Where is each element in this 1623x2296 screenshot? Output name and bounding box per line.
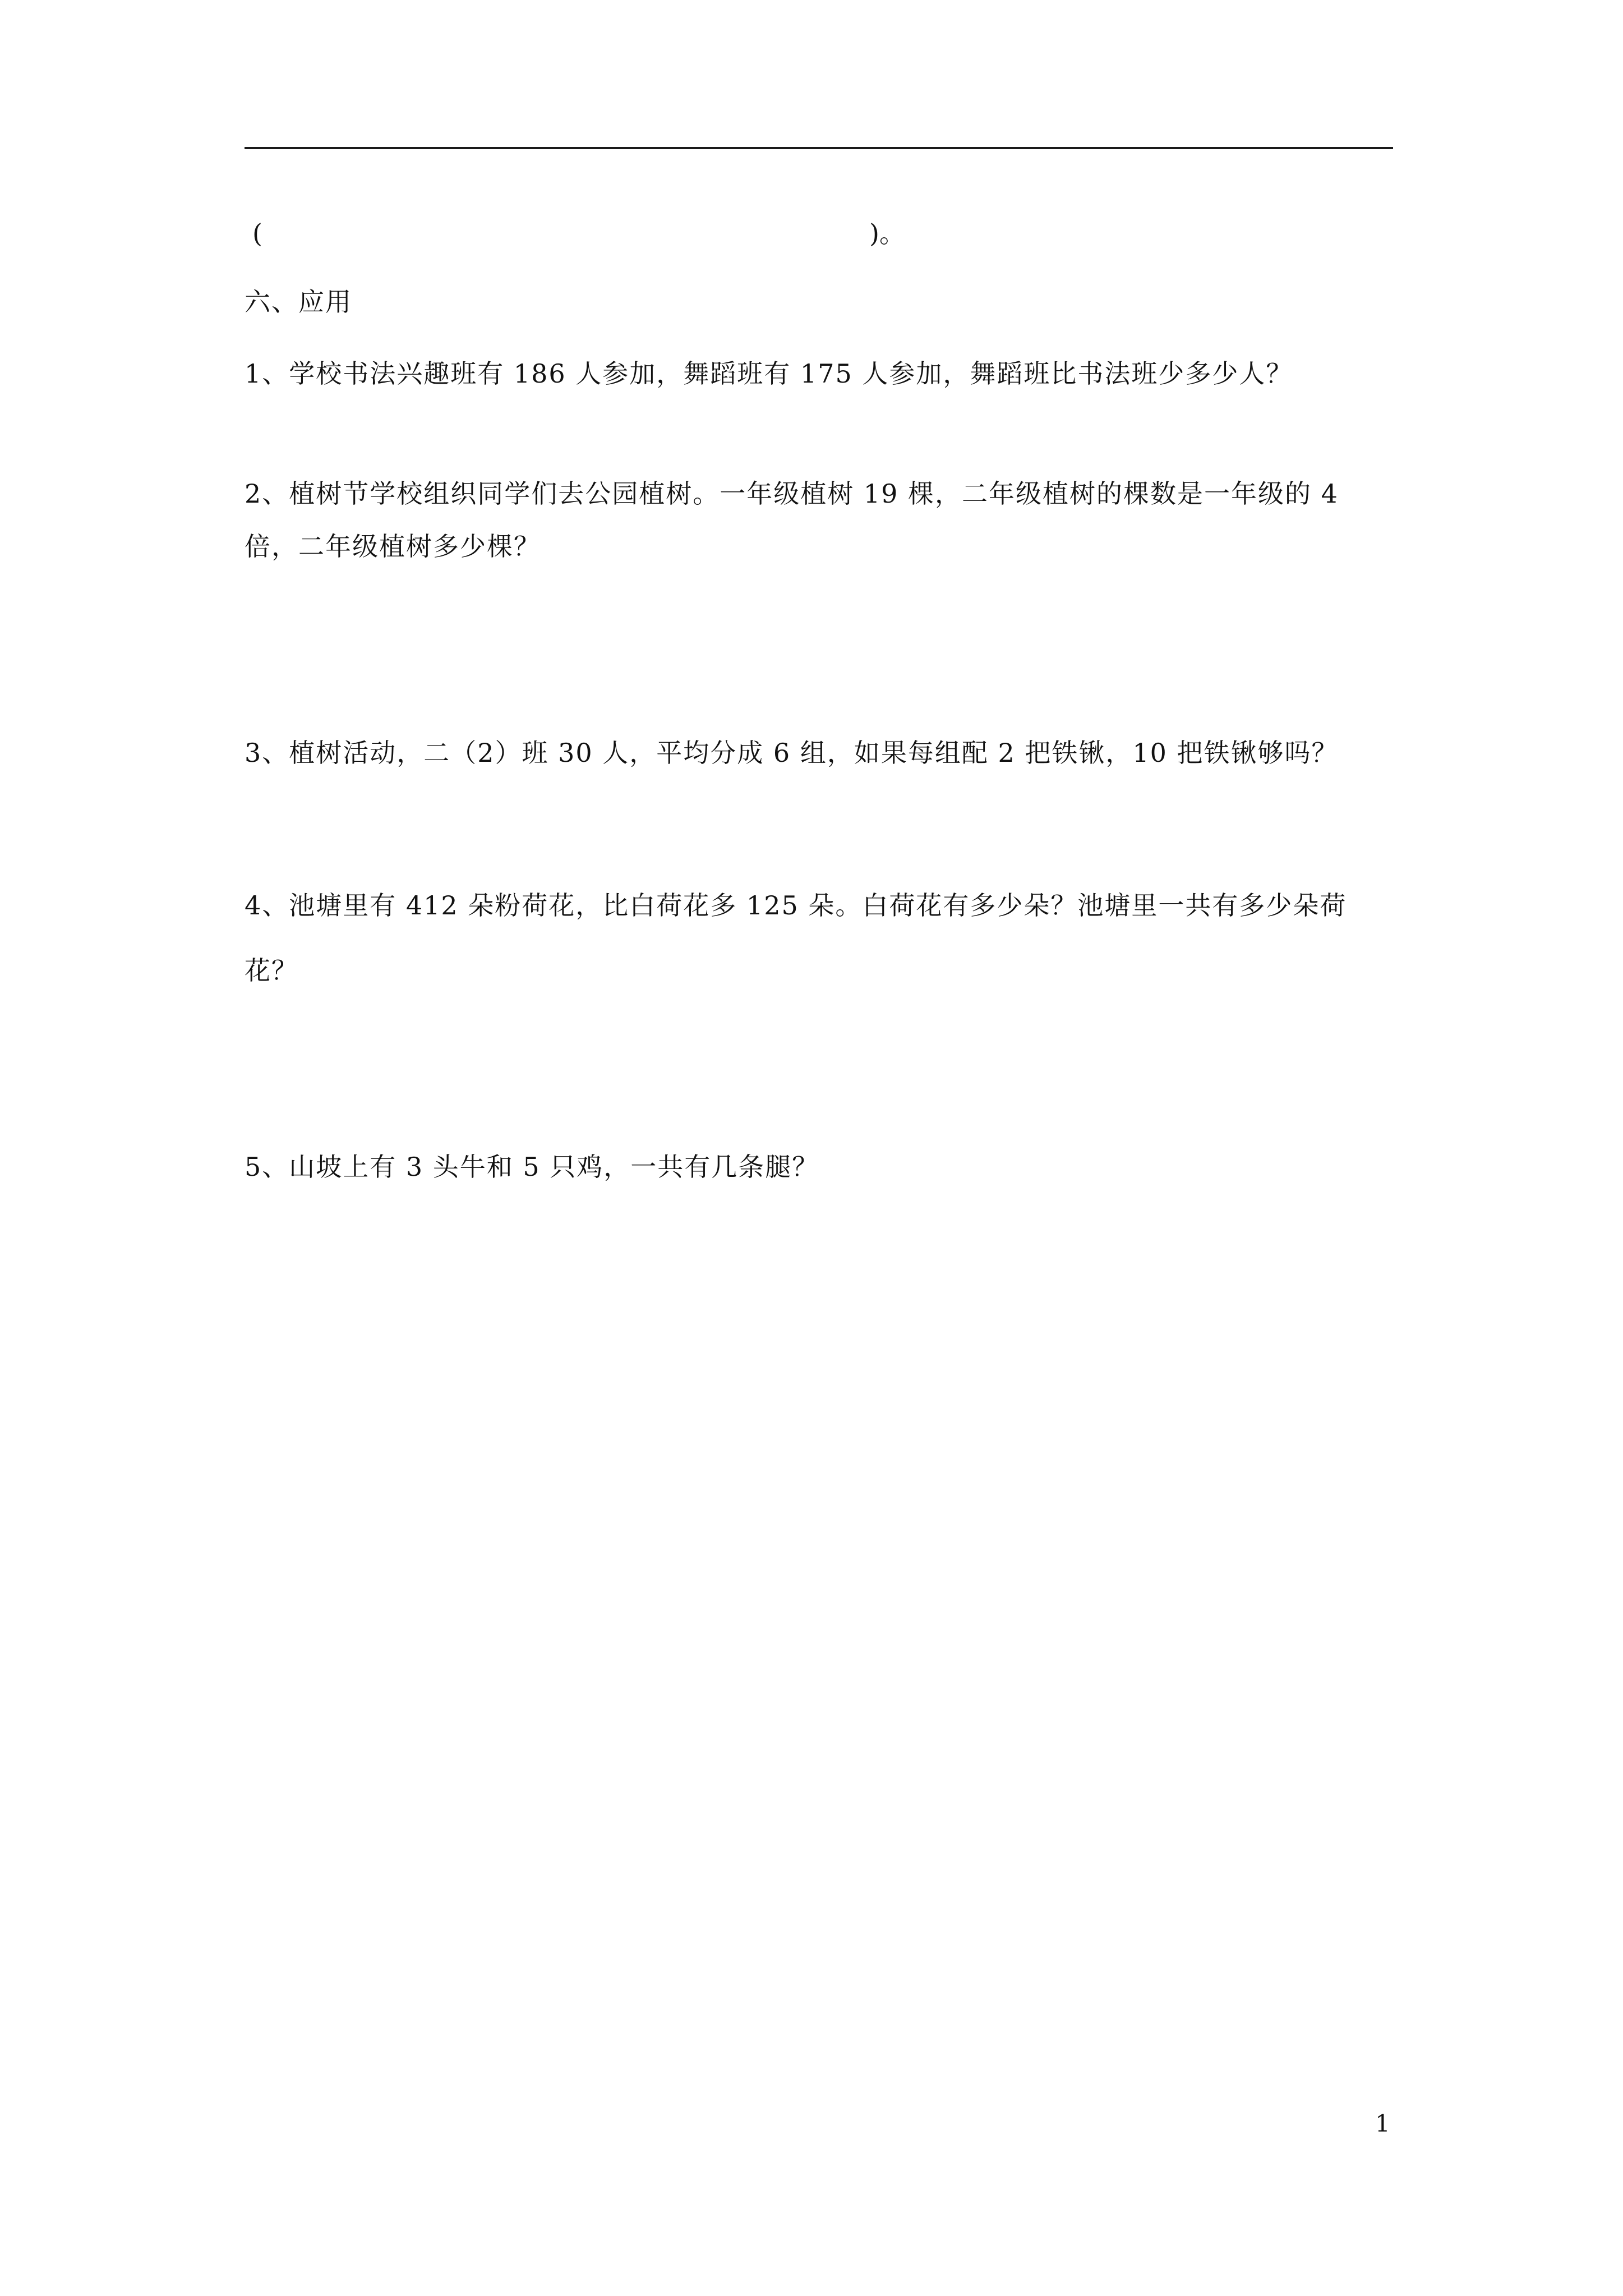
question-2-line-2: 倍，二年级植树多少棵？ (245, 531, 541, 562)
question-2-line-1: 2、植树节学校组织同学们去公园植树。一年级植树 19 棵，二年级植树的棵数是一年级的 4 (245, 478, 1339, 509)
question-4-line-1: 4、池塘里有 412 朵粉荷花，比白荷花多 125 朵。白荷花有多少朵？池塘里一共有多少朵荷 (245, 890, 1347, 921)
header-rule (245, 147, 1393, 149)
question-1-line-1: 1、学校书法兴趣班有 186 人参加，舞蹈班有 175 人参加，舞蹈班比书法班少多少人？ (245, 358, 1293, 389)
fill-blank-open-paren: ( (252, 218, 262, 249)
question-4-line-2: 花？ (245, 955, 298, 986)
section-title: 六、应用 (245, 287, 352, 317)
fill-blank-close-paren: )。 (869, 218, 905, 249)
page-number: 1 (1375, 2110, 1390, 2137)
question-3-line-1: 3、植树活动，二（2）班 30 人，平均分成 6 组，如果每组配 2 把铁锹，10 把铁锹够吗？ (245, 738, 1339, 768)
question-5-line-1: 5、山坡上有 3 头牛和 5 只鸡，一共有几条腿？ (245, 1152, 819, 1182)
